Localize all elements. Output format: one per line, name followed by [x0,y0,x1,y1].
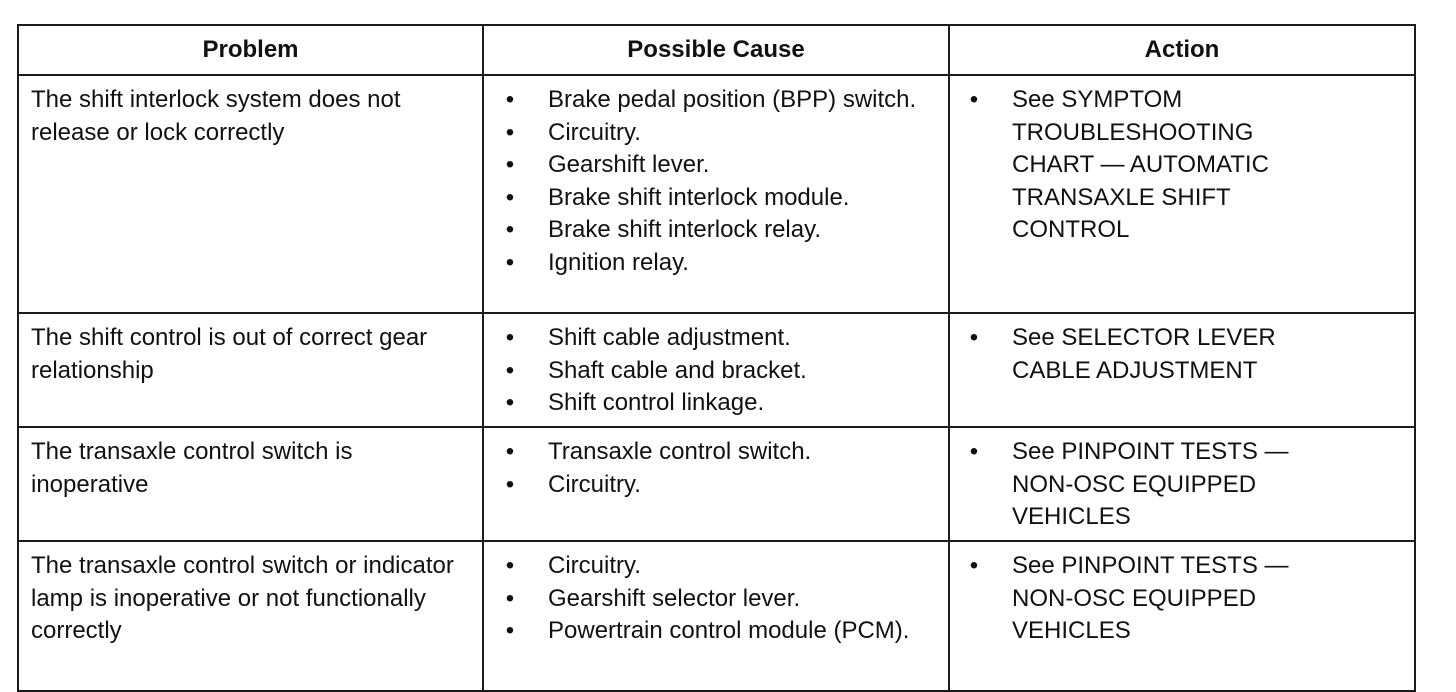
cause-list [498,550,936,648]
header-action: Action [949,25,1415,75]
bullet-icon: • [505,438,515,465]
table-row [18,427,1415,541]
bullet-icon: • [505,151,515,178]
list-item [498,387,936,420]
list-item [962,436,1402,534]
list-item [498,322,936,355]
cause-text: Brake shift interlock module. [548,183,850,211]
bullet-icon: • [505,183,515,211]
bullet-icon: • [505,86,515,113]
cause-text: Powertrain control module (PCM). [548,617,910,644]
problem-cell: The transaxle control switch or indicator lamp is inoperative or not functionally correctly [18,541,483,691]
list-item [498,214,936,247]
table-row [18,313,1415,427]
problem-cell: The transaxle control switch is inoperative [18,427,483,541]
action-cell [949,75,1415,313]
cause-text: Ignition relay. [548,248,689,276]
cause-text: Circuitry. [548,470,641,498]
bullet-icon: • [969,552,979,579]
bullet-icon: • [505,248,515,276]
bullet-icon: • [505,389,515,416]
problem-cell: The shift control is out of correct gear relationship [18,313,483,427]
action-cell [949,427,1415,541]
table-row [18,541,1415,691]
bullet-icon: • [505,324,515,351]
action-cell [949,313,1415,427]
bullet-icon: • [505,584,515,612]
list-item [962,322,1402,387]
cause-cell [483,75,949,313]
cause-text: Gearshift selector lever. [548,584,801,612]
problem-cell: The shift interlock system does not release or lock correctly [18,75,483,313]
list-item [498,355,936,388]
bullet-icon: • [505,552,515,579]
cause-text: Shift cable adjustment. [548,324,791,351]
bullet-icon: • [969,86,979,113]
cause-text: Shift control linkage. [548,389,765,416]
list-item [498,247,936,280]
action-text: See PINPOINT TESTS — NON-OSC EQUIPPED VEHICLES [1012,438,1289,530]
action-list [962,322,1402,387]
list-item [962,550,1402,648]
list-item [498,149,936,182]
diagnosis-table-container [17,24,1414,685]
cause-cell [483,313,949,427]
action-text: See SYMPTOM TROUBLESHOOTING CHART — AUTOMATIC TRANSAXLE SHIFT CONTROL [1012,86,1269,243]
bullet-icon: • [505,216,515,243]
cause-text: Circuitry. [548,552,641,579]
action-list [962,84,1402,247]
diagnosis-table [17,24,1416,692]
cause-text: Gearshift lever. [548,151,710,178]
list-item [498,436,936,469]
list-item [498,583,936,616]
bullet-icon: • [505,617,515,644]
bullet-icon: • [505,356,515,384]
cause-list [498,436,936,501]
cause-text: Brake shift interlock relay. [548,216,821,243]
cause-text: Brake pedal position (BPP) switch. [548,86,917,113]
list-item [498,469,936,502]
cause-list [498,322,936,420]
header-row [18,25,1415,75]
header-possible-cause: Possible Cause [483,25,949,75]
list-item [498,84,936,117]
bullet-icon: • [505,118,515,146]
action-cell [949,541,1415,691]
action-text: See SELECTOR LEVER CABLE ADJUSTMENT [1012,324,1276,384]
bullet-icon: • [969,438,979,465]
cause-list [498,84,936,279]
cause-text: Circuitry. [548,118,641,146]
cause-cell [483,427,949,541]
cause-text: Transaxle control switch. [548,438,812,465]
list-item [498,550,936,583]
list-item [498,117,936,150]
table-row [18,75,1415,313]
list-item [962,84,1402,247]
list-item [498,615,936,648]
list-item [498,182,936,215]
action-text: See PINPOINT TESTS — NON-OSC EQUIPPED VEHICLES [1012,552,1289,644]
header-problem: Problem [18,25,483,75]
action-list [962,436,1402,534]
bullet-icon: • [969,324,979,351]
cause-cell [483,541,949,691]
cause-text: Shaft cable and bracket. [548,356,807,384]
bullet-icon: • [505,470,515,498]
action-list [962,550,1402,648]
